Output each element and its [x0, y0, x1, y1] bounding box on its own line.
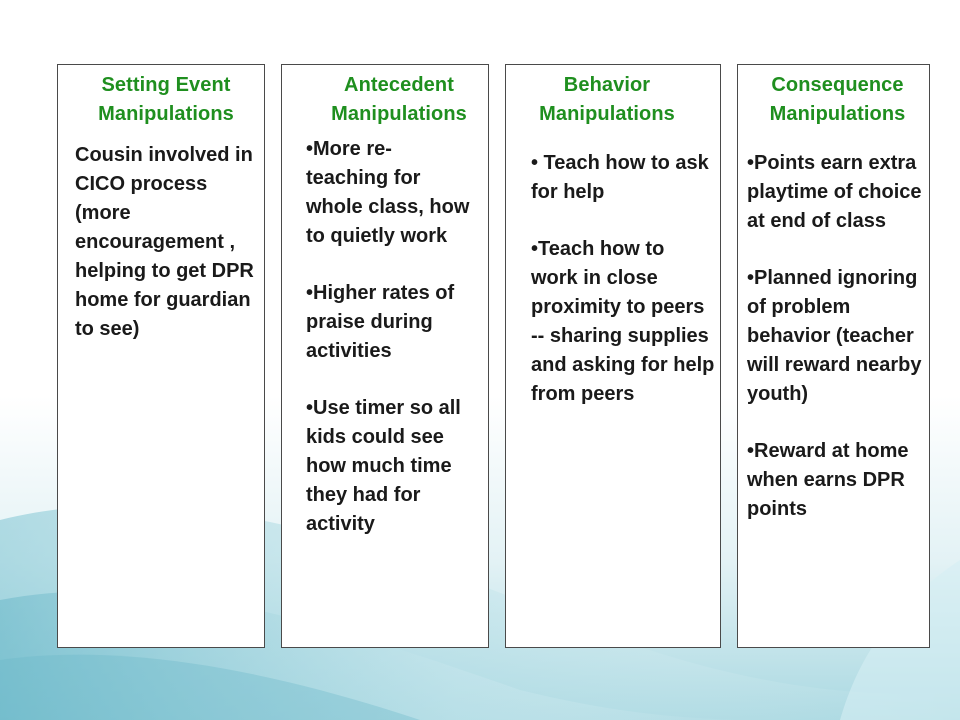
column-title-line1: Behavior [563, 74, 651, 96]
consequence-column [737, 64, 930, 648]
bullet-item: •Teach how to work in close proximity to peers -- sharing supplies and asking for help from peers [531, 238, 715, 405]
bullet-item: • Teach how to ask for help [531, 152, 709, 203]
column-body [306, 135, 474, 539]
column-title-line1: Setting Event [101, 74, 231, 96]
body-text: Cousin involved in CICO process (more encouragement , helping to get DPR home for guardian to see) [75, 144, 254, 340]
bullet-item: •More re-teaching for whole class, how to quietly work [306, 138, 470, 247]
column-title [506, 71, 708, 129]
column-title-line1: Antecedent [344, 74, 454, 96]
column-body [531, 149, 716, 437]
column-body [747, 149, 923, 552]
column-title-line2: Manipulations [769, 103, 906, 125]
column-title [286, 71, 512, 129]
column-title-line2: Manipulations [98, 103, 234, 125]
column-title-line1: Consequence [771, 74, 904, 96]
column-title [742, 71, 933, 129]
bullet-item: •Use timer so all kids could see how much time they had for activity [306, 397, 461, 535]
setting-event-column [57, 64, 265, 648]
bullet-item: •Points earn extra playtime of choice at end of class [747, 152, 922, 232]
bullet-item: •Reward at home when earns DPR points [747, 440, 909, 520]
column-title-line2: Manipulations [331, 103, 467, 125]
behavior-column [505, 64, 721, 648]
column-body [75, 141, 260, 344]
bullet-item: •Planned ignoring of problem behavior (teacher will reward nearby youth) [747, 267, 922, 405]
column-title-line2: Manipulations [539, 103, 675, 125]
column-title [62, 71, 270, 129]
bullet-item: •Higher rates of praise during activities [306, 282, 455, 362]
antecedent-column [281, 64, 489, 648]
